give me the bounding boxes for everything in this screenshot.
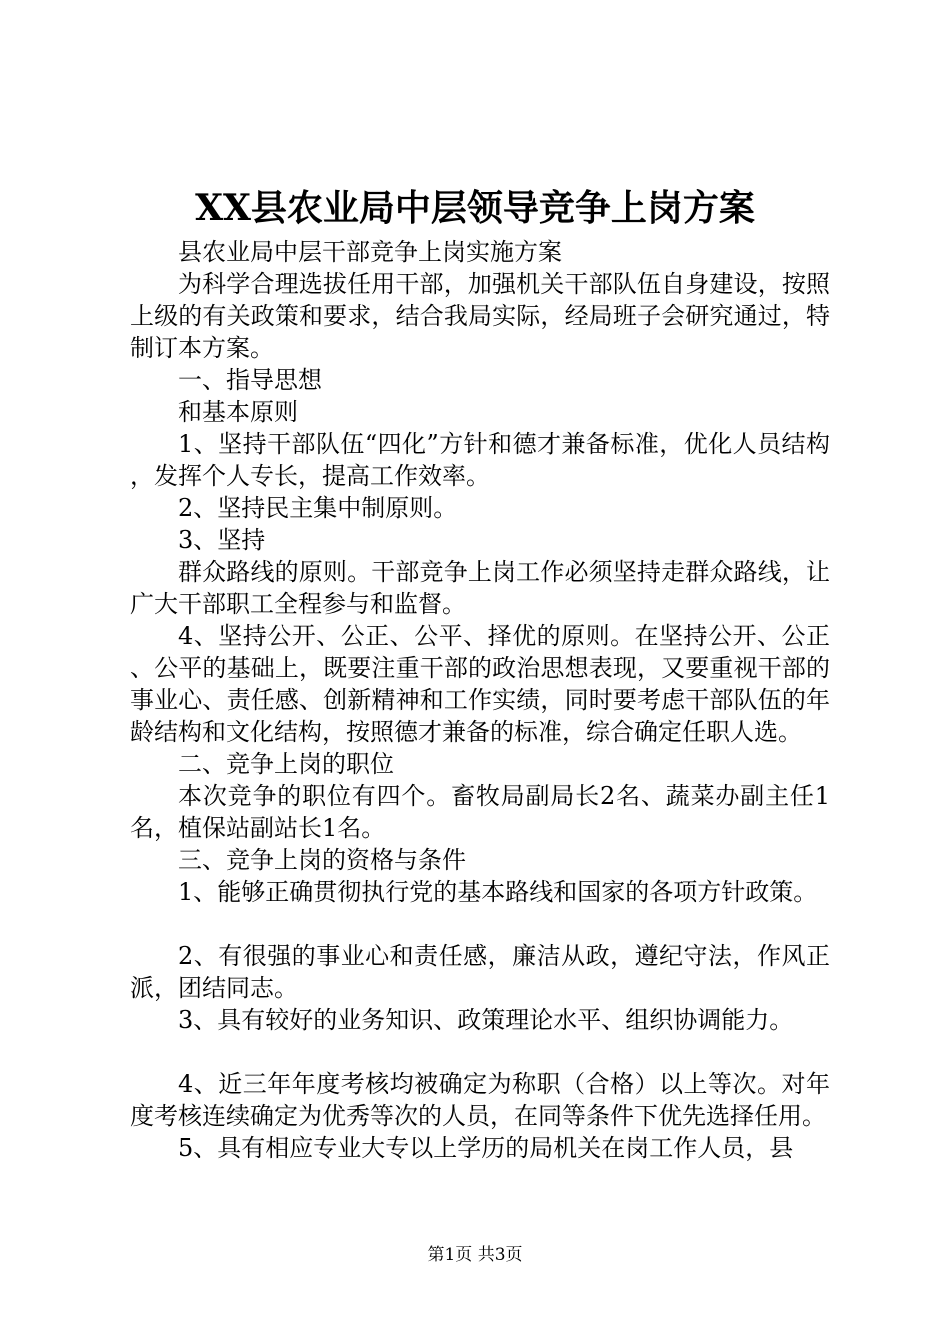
paragraph-subtitle: 县农业局中层干部竞争上岗实施方案: [178, 238, 562, 266]
condition-item-2: 2、有很强的事业心和责任感，廉洁从政，遵纪守法，作风正派，团结同志。: [130, 942, 830, 1002]
principle-item-1: 1、坚持干部队伍“四化”方针和德才兼备标准，优化人员结构，发挥个人专长，提高工作效率。: [130, 430, 830, 490]
section-heading-3: 三、竞争上岗的资格与条件: [178, 846, 466, 874]
condition-item-5: 5、具有相应专业大专以上学历的局机关在岗工作人员，县: [178, 1134, 794, 1162]
principle-item-3-continued: 群众路线的原则。干部竞争上岗工作必须坚持走群众路线，让广大干部职工全程参与和监督。: [130, 558, 830, 618]
page-number: 第1页 共3页: [427, 1245, 523, 1265]
section-heading-1-continued: 和基本原则: [178, 398, 298, 426]
principle-item-2: 2、坚持民主集中制原则。: [178, 494, 458, 522]
paragraph-intro: 为科学合理选拔任用干部，加强机关干部队伍自身建设，按照上级的有关政策和要求，结合我局实际，经局班子会研究通过，特制订本方案。: [130, 270, 830, 362]
principle-item-4: 4、坚持公开、公正、公平、择优的原则。在坚持公开、公正、公平的基础上，既要注重干部的政治思想表现，又要重视干部的事业心、责任感、创新精神和工作实绩，同时要考虑干部队伍的年龄结构和文化结构，按照德才兼备的标准，综合确定任职人选。: [130, 622, 830, 746]
principle-item-3: 3、坚持: [178, 526, 266, 554]
condition-item-4: 4、近三年年度考核均被确定为称职（合格）以上等次。对年度考核连续确定为优秀等次的人员，在同等条件下优先选择任用。: [130, 1070, 830, 1130]
positions-paragraph: 本次竞争的职位有四个。畜牧局副局长2名、蔬菜办副主任1名，植保站副站长1名。: [130, 782, 830, 842]
document-title: XX县农业局中层领导竞争上岗方案: [195, 187, 755, 229]
section-heading-1: 一、指导思想: [178, 366, 322, 394]
condition-item-3: 3、具有较好的业务知识、政策理论水平、组织协调能力。: [178, 1006, 794, 1034]
condition-item-1: 1、能够正确贯彻执行党的基本路线和国家的各项方针政策。: [178, 878, 818, 906]
blank-line: [130, 1036, 830, 1068]
blank-line: [130, 908, 830, 940]
section-heading-2: 二、竞争上岗的职位: [178, 750, 394, 778]
document-body: [130, 236, 830, 1164]
